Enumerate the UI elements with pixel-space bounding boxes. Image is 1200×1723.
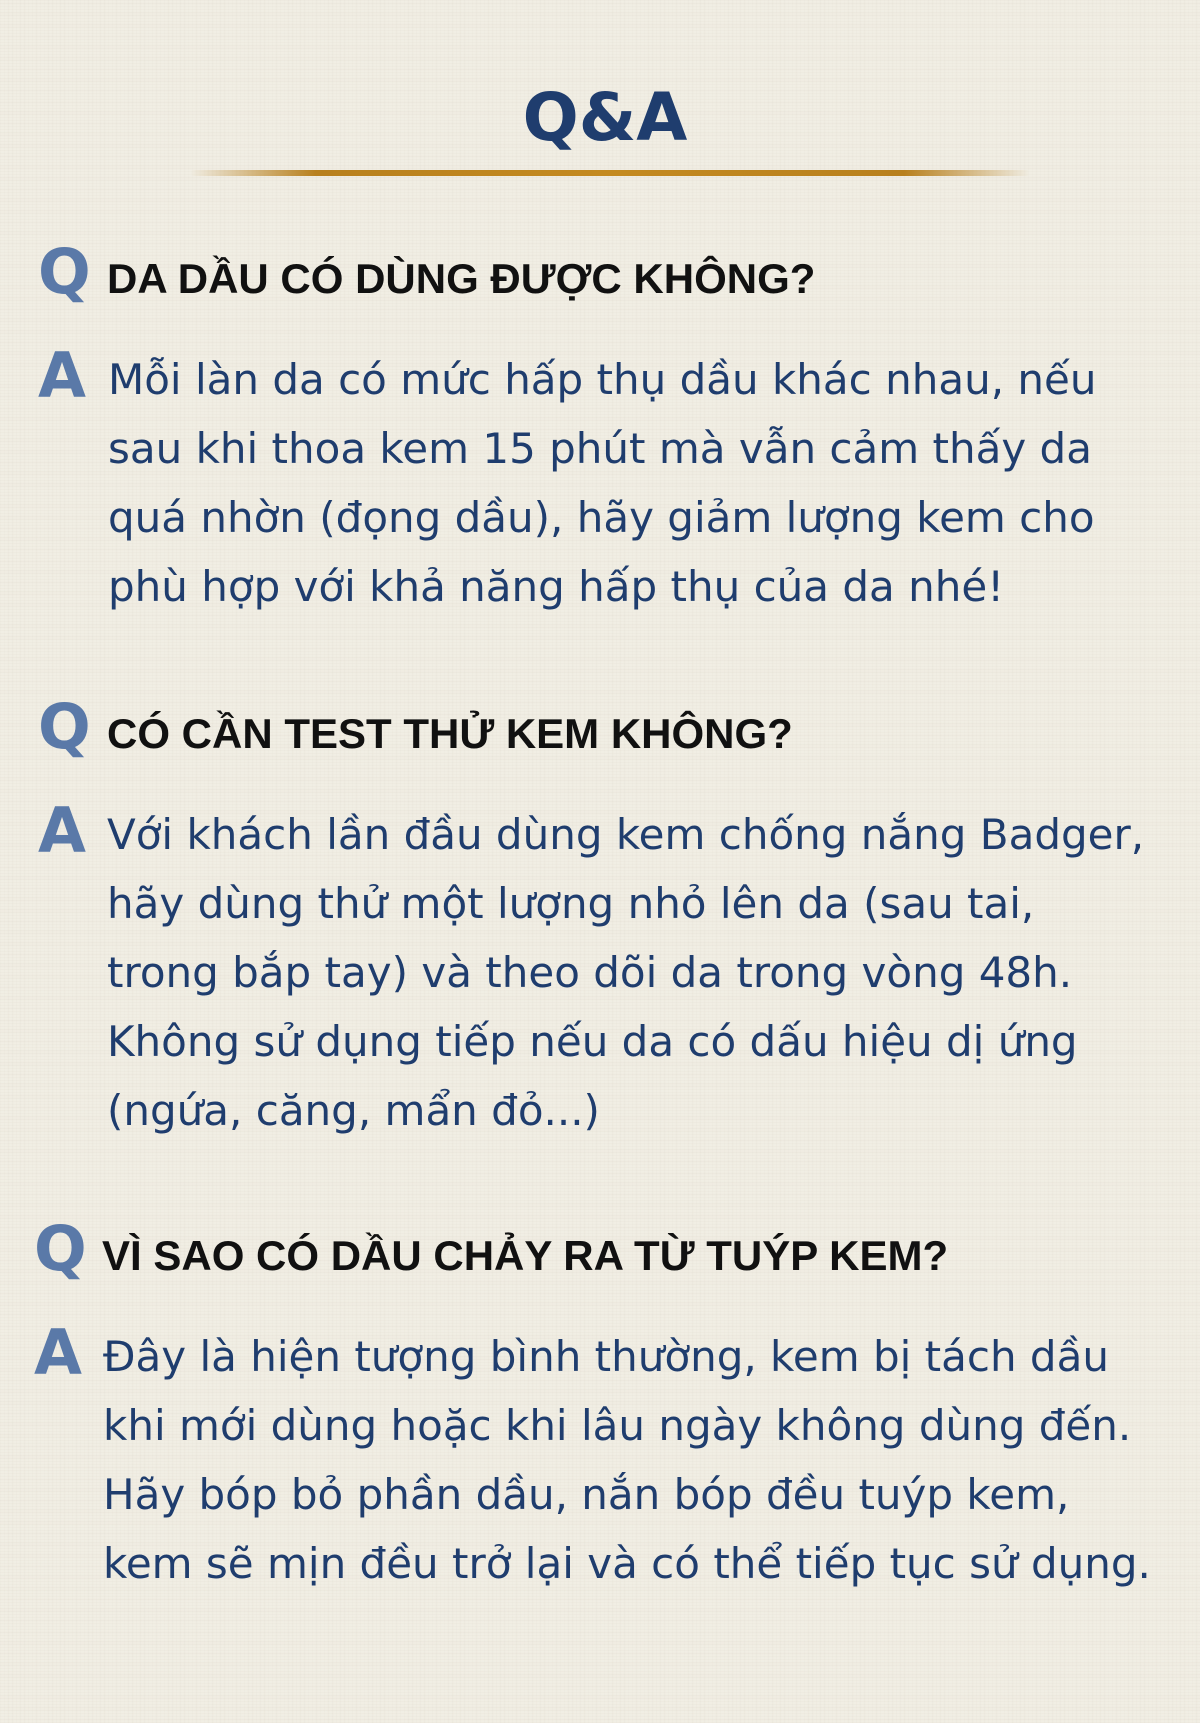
answer-2-line: trong bắp tay) và theo dõi da trong vòng 48h. [107, 948, 1073, 997]
answer-3 [103, 1322, 1151, 1598]
question-1: DA DẦU CÓ DÙNG ĐƯỢC KHÔNG? [107, 255, 816, 302]
q-marker: Q [34, 1212, 87, 1285]
answer-3-line: Đây là hiện tượng bình thường, kem bị tách dầu [103, 1332, 1109, 1381]
a-marker: A [38, 339, 86, 412]
answer-3-line: Hãy bóp bỏ phần dầu, nắn bóp đều tuýp kem, [103, 1470, 1070, 1519]
answer-3-line: khi mới dùng hoặc khi lâu ngày không dùng đến. [103, 1401, 1132, 1450]
question-3: VÌ SAO CÓ DẦU CHẢY RA TỪ TUÝP KEM? [102, 1232, 949, 1279]
answer-1-line: phù hợp với khả năng hấp thụ của da nhé! [108, 562, 1005, 611]
q-marker: Q [38, 235, 91, 308]
answer-1 [108, 345, 1096, 621]
answer-2-line: Với khách lần đầu dùng kem chống nắng Badger, [107, 810, 1145, 859]
answer-1-line: Mỗi làn da có mức hấp thụ dầu khác nhau, nếu [108, 355, 1097, 404]
a-marker: A [34, 1316, 82, 1389]
q-marker: Q [38, 690, 91, 763]
answer-3-line: kem sẽ mịn đều trở lại và có thể tiếp tục sử dụng. [103, 1539, 1151, 1588]
answer-2-line: (ngứa, căng, mẩn đỏ...) [107, 1086, 600, 1135]
answer-2-line: hãy dùng thử một lượng nhỏ lên da (sau tai, [107, 879, 1035, 928]
answer-2 [107, 800, 1144, 1145]
a-marker: A [38, 794, 86, 867]
answer-1-line: quá nhờn (đọng dầu), hãy giảm lượng kem cho [108, 493, 1095, 542]
answer-1-line: sau khi thoa kem 15 phút mà vẫn cảm thấy da [108, 424, 1092, 473]
question-2: CÓ CẦN TEST THỬ KEM KHÔNG? [107, 710, 793, 757]
title-divider [190, 170, 1030, 176]
page-title: Q&A [522, 79, 688, 156]
answer-2-line: Không sử dụng tiếp nếu da có dấu hiệu dị ứng [107, 1017, 1078, 1066]
